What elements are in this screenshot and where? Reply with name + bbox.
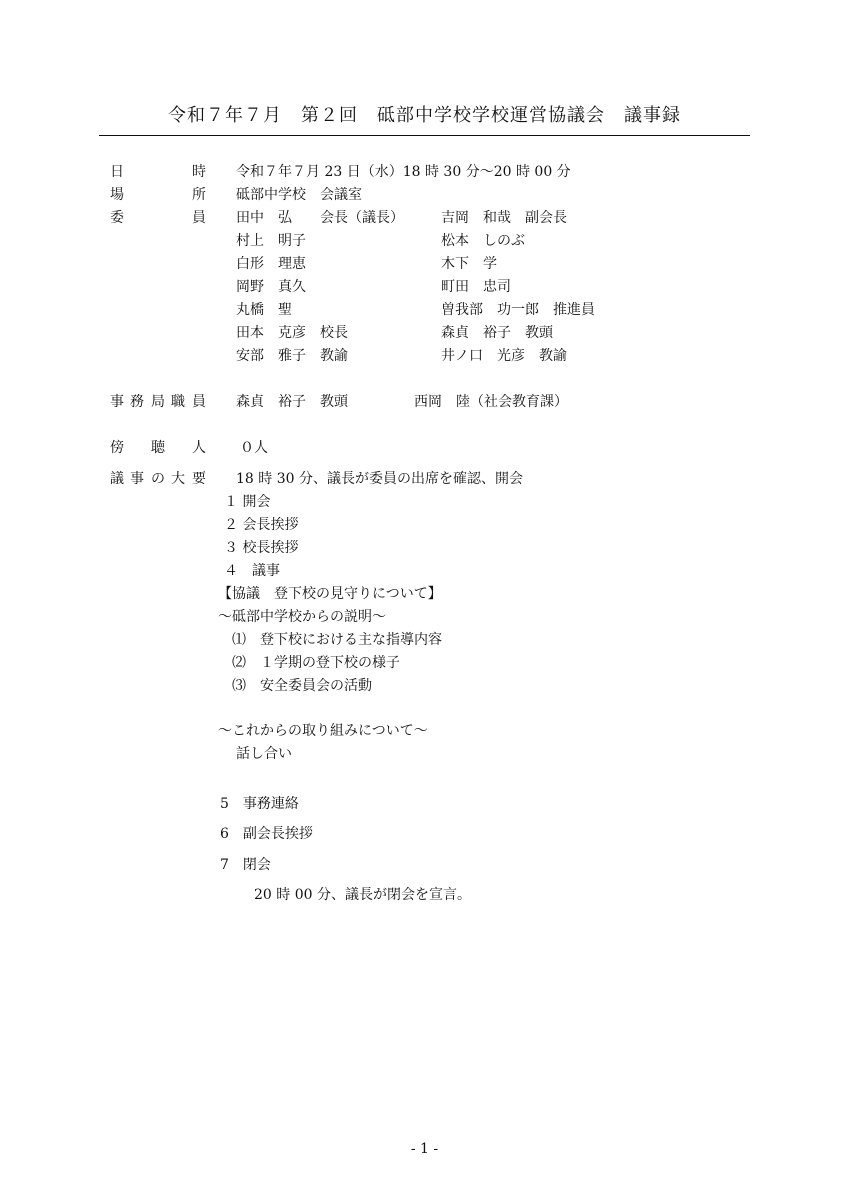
- label-summary: [110, 470, 206, 488]
- sub-item: ⑴ 登下校における主な指導内容: [232, 632, 442, 648]
- member-left: 安部 雅子 教諭: [236, 348, 348, 364]
- label-char: 員: [192, 394, 206, 410]
- member-left: 白形 理恵: [236, 256, 306, 272]
- label-audience: [110, 439, 206, 457]
- future-heading: ～これからの取り組みについて～: [218, 723, 428, 739]
- label-place: [110, 186, 206, 204]
- member-right: 井ノ口 光彦 教諭: [441, 348, 567, 364]
- label-char: 議: [110, 471, 124, 487]
- agenda-item: 5 事務連絡: [220, 796, 299, 812]
- label-datetime: [110, 163, 206, 181]
- agenda-item: ３ 校長挨拶: [224, 540, 299, 556]
- member-left: 田本 克彦 校長: [236, 325, 348, 341]
- agenda-item: １ 開会: [224, 494, 271, 510]
- label-char: 大: [171, 471, 185, 487]
- label-char: 時: [192, 164, 206, 180]
- closing-note: 20 時 00 分、議長が閉会を宣言。: [254, 887, 471, 903]
- member-right: 曽我部 功一郎 推進員: [441, 302, 595, 318]
- label-char: 聴: [151, 440, 165, 456]
- label-char: 所: [192, 187, 206, 203]
- label-char: 委: [110, 210, 124, 226]
- office-staff: 西岡 陸（社会教育課）: [414, 394, 568, 410]
- agenda-item: 7 閉会: [220, 857, 271, 873]
- member-left: 田中 弘 会長（議長）: [236, 210, 404, 226]
- member-left: 岡野 真久: [236, 279, 306, 295]
- label-char: 事: [110, 394, 124, 410]
- label-char: 務: [130, 394, 144, 410]
- opening-note: 18 時 30 分、議長が委員の出席を確認、開会: [236, 471, 523, 487]
- label-char: 傍: [110, 440, 124, 456]
- discussion-heading: 【協議 登下校の見守りについて】: [218, 586, 442, 602]
- label-office-staff: [110, 393, 206, 411]
- label-char: 人: [192, 440, 206, 456]
- label-char: 員: [192, 210, 206, 226]
- label-members: [110, 209, 206, 227]
- agenda-item: ２ 会長挨拶: [224, 517, 299, 533]
- talk-item: 話し合い: [236, 746, 292, 762]
- label-char: 事: [130, 471, 144, 487]
- agenda-item: ４ 議事: [224, 563, 280, 579]
- label-char: 要: [192, 471, 206, 487]
- member-left: 丸橋 聖: [236, 302, 292, 318]
- member-left: 村上 明子: [236, 233, 306, 249]
- explanation-heading: ～砥部中学校からの説明～: [218, 609, 386, 625]
- label-char: の: [151, 471, 165, 487]
- page-title: 令和７年７月 第２回 砥部中学校学校運営協議会 議事録: [168, 105, 681, 126]
- audience-value: ０人: [240, 440, 268, 456]
- title-divider: [99, 135, 750, 136]
- label-char: 場: [110, 187, 124, 203]
- page-number: - 1 -: [410, 1141, 439, 1157]
- member-right: 森貞 裕子 教頭: [441, 325, 553, 341]
- label-char: 職: [171, 394, 185, 410]
- member-right: 吉岡 和哉 副会長: [441, 210, 567, 226]
- office-staff: 森貞 裕子 教頭: [236, 394, 348, 410]
- place-value: 砥部中学校 会議室: [236, 187, 362, 203]
- member-right: 町田 忠司: [441, 279, 511, 295]
- label-char: 局: [151, 394, 165, 410]
- datetime-value: 令和７年７月 23 日（水）18 時 30 分～20 時 00 分: [236, 164, 571, 180]
- sub-item: ⑵ １学期の登下校の様子: [232, 655, 400, 671]
- member-right: 木下 学: [441, 256, 497, 272]
- agenda-item: 6 副会長挨拶: [220, 826, 313, 842]
- member-right: 松本 しのぶ: [441, 233, 525, 249]
- sub-item: ⑶ 安全委員会の活動: [232, 678, 372, 694]
- label-char: 日: [110, 164, 124, 180]
